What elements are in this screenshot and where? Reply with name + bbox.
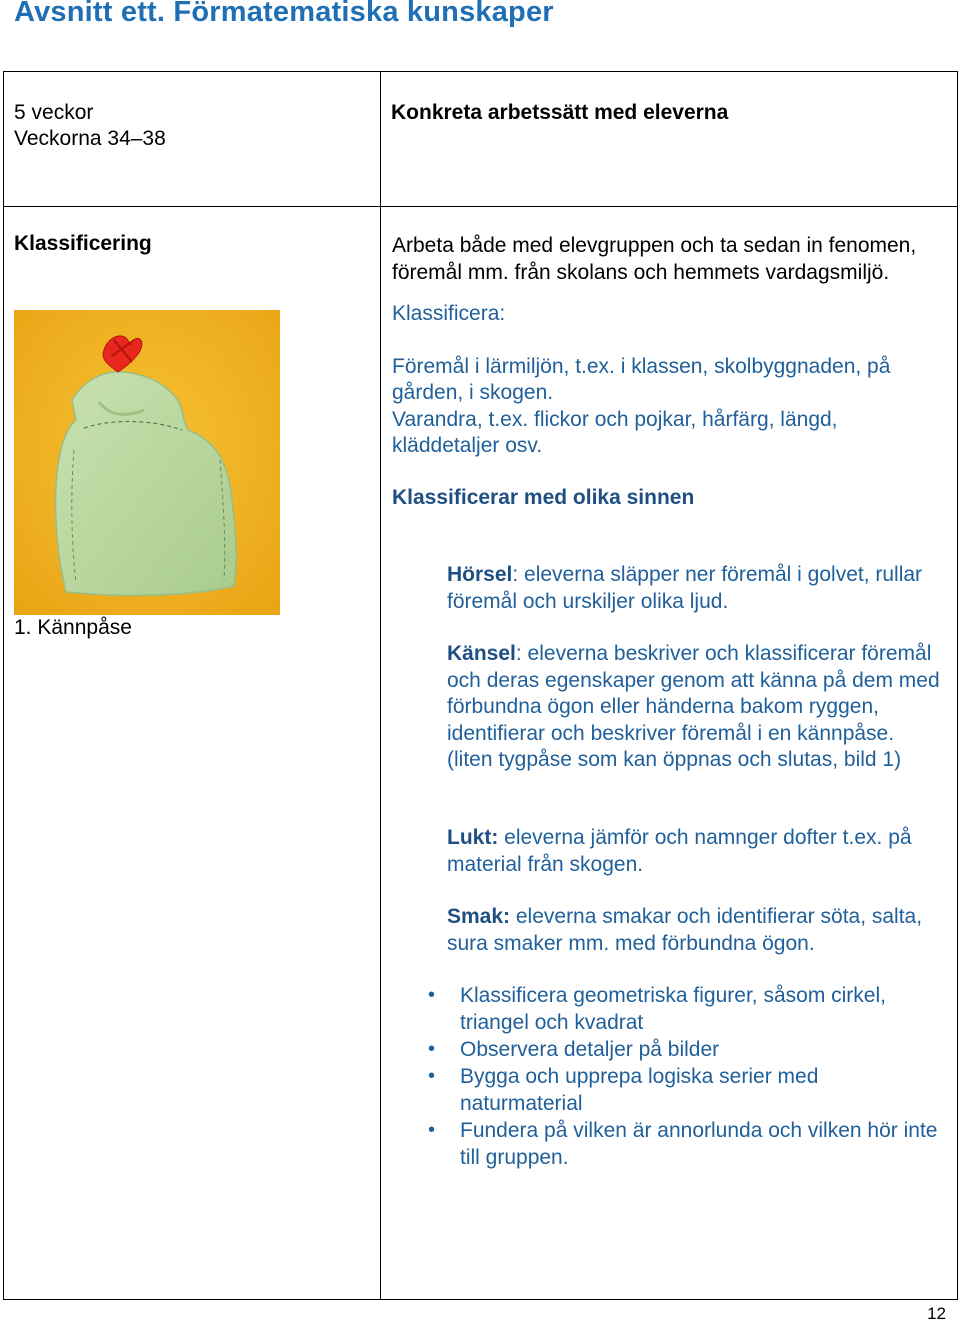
sense-text: eleverna jämför och namnger dofter t.ex. på material från skogen. bbox=[447, 826, 912, 876]
sense-taste bbox=[447, 904, 942, 957]
sense-text: : eleverna beskriver och klassificerar föremål och deras egenskaper genom att känna på dem med förbundna ögon eller händerna bakom ryggen, identifierar och beskriver föremål i en kännpåse. (liten tygpåse som kan öppnas och slutas, bild 1) bbox=[447, 642, 940, 771]
weeks-count: 5 veckor bbox=[14, 101, 94, 124]
sense-touch bbox=[447, 641, 942, 774]
list-item: • Fundera på vilken är annorlunda och vilken hör inte till gruppen. bbox=[420, 1117, 945, 1171]
sense-label: Hörsel bbox=[447, 563, 513, 586]
classify-item-1: Föremål i lärmiljön, t.ex. i klassen, skolbyggnaden, på gården, i skogen. bbox=[392, 354, 891, 404]
sense-smell bbox=[447, 825, 942, 878]
classify-item-2: Varandra, t.ex. flickor och pojkar, hårfärg, längd, kläddetaljer osv. bbox=[392, 407, 838, 457]
methods-content bbox=[392, 233, 942, 511]
list-item: • Klassificera geometriska figurer, såsom cirkel, triangel och kvadrat bbox=[420, 982, 945, 1036]
sense-hearing bbox=[447, 562, 942, 615]
sense-label: Känsel bbox=[447, 642, 516, 665]
methods-header-cell bbox=[381, 72, 958, 207]
table-header-row bbox=[4, 72, 958, 207]
section-heading: Avsnitt ett. Förmatematiska kunskaper bbox=[14, 0, 554, 28]
sense-text: : eleverna släpper ner föremål i golvet, rullar föremål och urskiljer olika ljud. bbox=[447, 563, 923, 613]
feel-bag-photo bbox=[14, 310, 280, 615]
list-item: • Observera detaljer på bilder bbox=[420, 1036, 945, 1063]
sense-label: Lukt: bbox=[447, 826, 499, 849]
list-item: • Bygga och upprepa logiska serier med naturmaterial bbox=[420, 1063, 945, 1117]
photo-caption: 1. Kännpåse bbox=[14, 616, 132, 639]
classify-label: Klassificera: bbox=[392, 302, 506, 325]
weeks-cell bbox=[4, 72, 381, 207]
sense-text: eleverna smakar och identifierar söta, salta, sura smaker mm. med förbundna ögon. bbox=[447, 905, 923, 955]
activity-list bbox=[420, 982, 945, 1171]
senses-heading: Klassificerar med olika sinnen bbox=[392, 485, 695, 509]
intro-text: Arbeta både med elevgruppen och ta sedan in fenomen, föremål mm. från skolans och hemmets vardagsmiljö. bbox=[392, 234, 917, 284]
methods-title: Konkreta arbetssätt med eleverna bbox=[391, 101, 729, 124]
page-number: 12 bbox=[927, 1304, 946, 1323]
weeks-range: Veckorna 34–38 bbox=[14, 127, 166, 150]
topic-title: Klassificering bbox=[14, 232, 152, 255]
feel-bag-image bbox=[14, 310, 280, 615]
sense-label: Smak: bbox=[447, 905, 511, 928]
